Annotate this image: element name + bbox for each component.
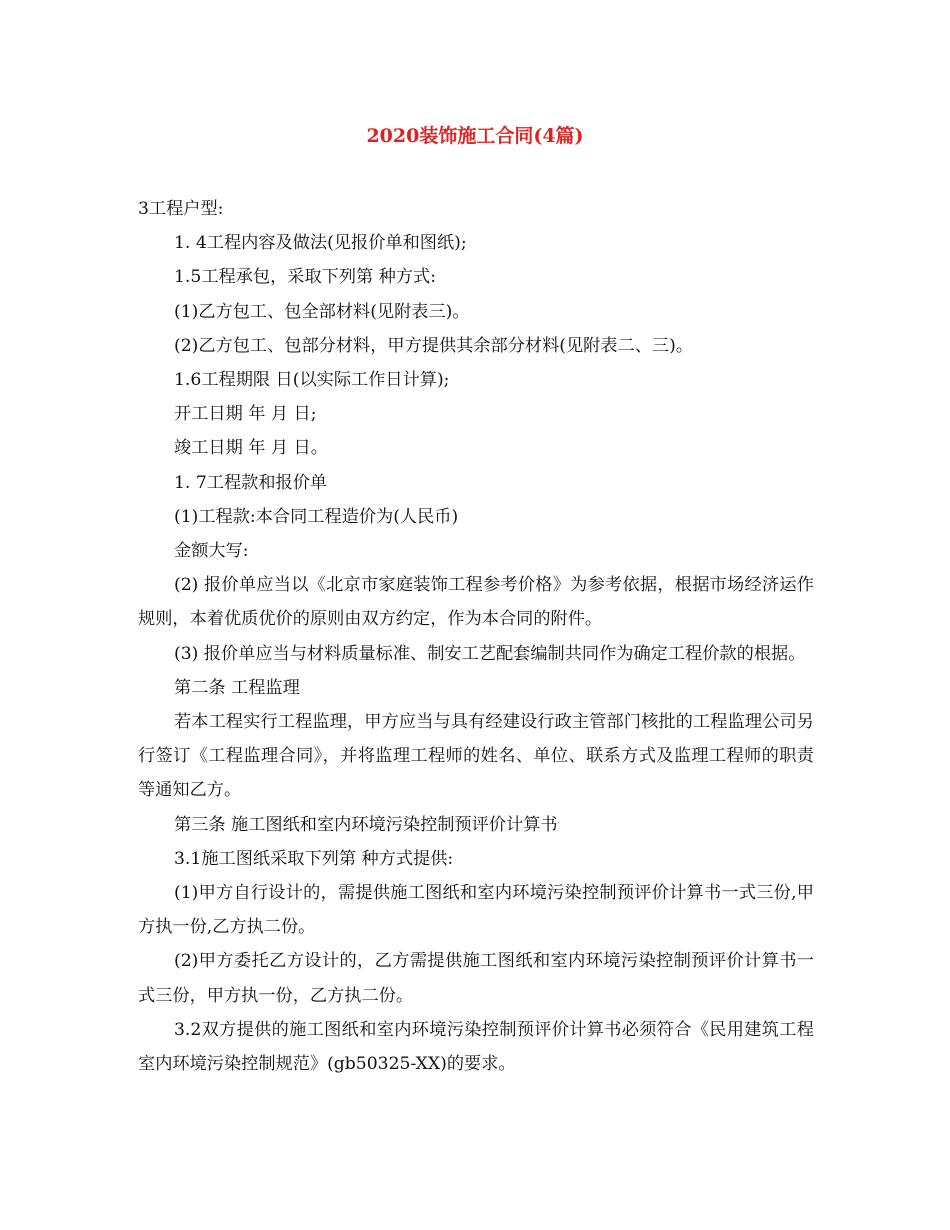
text-line: 竣工日期 年 月 日。 [174, 438, 328, 459]
paragraph: (2) 报价单应当以《北京市家庭装饰工程参考价格》为参考依据，根据市场经济运作规则，本着优质优价的原则由双方约定，作为本合同的附件。 [138, 575, 814, 630]
paragraph: (1)甲方自行设计的，需提供施工图纸和室内环境污染控制预评价计算书一式三份,甲方执一份,乙方执二份。 [138, 883, 814, 938]
paragraph: (3) 报价单应当与材料质量标准、制安工艺配套编制共同作为确定工程价款的根据。 [174, 643, 806, 664]
paragraph: 3.2双方提供的施工图纸和室内环境污染控制预评价计算书必须符合《民用建筑工程室内环境污染控制规范》(gb50325-XX)的要求。 [138, 1019, 814, 1075]
document-body [138, 192, 814, 1081]
text-line: 1.5工程承包，采取下列第 种方式: [174, 267, 437, 288]
section-heading: 第三条 施工图纸和室内环境污染控制预评价计算书 [174, 814, 558, 835]
text-line: 3工程户型: [138, 199, 224, 219]
text-line: (1)乙方包工、包全部材料(见附表三)。 [174, 301, 470, 322]
section-heading: 第二条 工程监理 [174, 677, 300, 698]
text-line: 1. 7工程款和报价单 [174, 472, 328, 493]
text-line: (1)工程款:本合同工程造价为(人民币) [174, 506, 459, 527]
text-line: 1. 4工程内容及做法(见报价单和图纸); [174, 233, 467, 254]
paragraph: (2)甲方委托乙方设计的，乙方需提供施工图纸和室内环境污染控制预评价计算书一式三份，甲方执一份，乙方执二份。 [138, 951, 814, 1006]
text-line: 3.1施工图纸采取下列第 种方式提供: [174, 848, 454, 869]
paragraph: 若本工程实行工程监理，甲方应当与具有经建设行政主管部门核批的工程监理公司另行签订《工程监理合同》，并将监理工程师的姓名、单位、联系方式及监理工程师的职责等通知乙方。 [138, 712, 814, 801]
text-line: 开工日期 年 月 日; [174, 404, 317, 425]
text-line: 1.6工程期限 日(以实际工作日计算); [174, 370, 450, 391]
text-line: 金额大写: [174, 541, 249, 562]
document-title: 2020装饰施工合同(4篇) [366, 125, 584, 147]
text-line: (2)乙方包工、包部分材料，甲方提供其余部分材料(见附表二、三)。 [174, 335, 694, 356]
